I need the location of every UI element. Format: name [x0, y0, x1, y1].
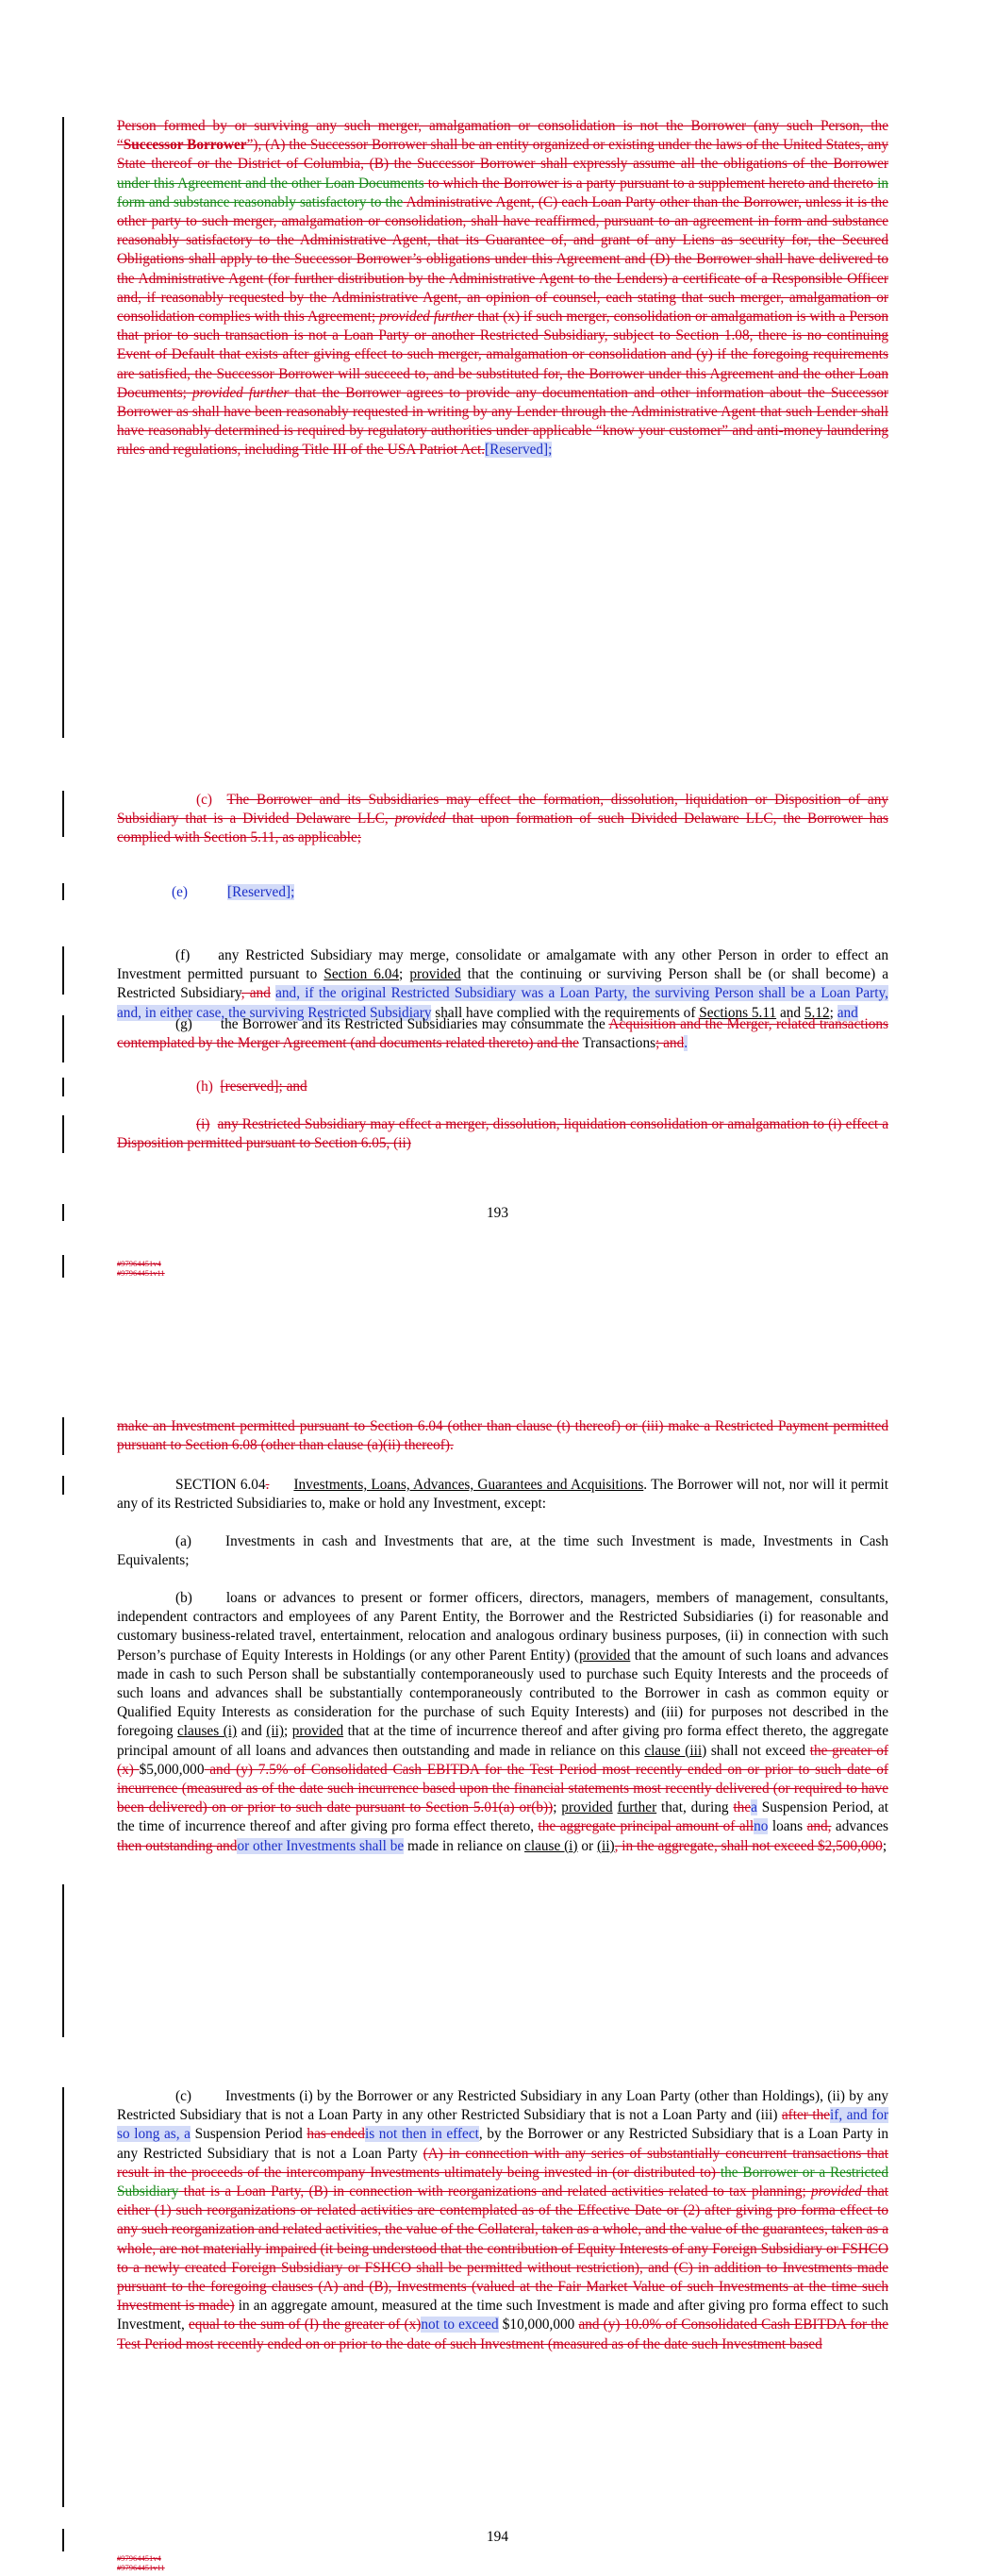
- body-text: that at the time of incurrence thereof and after giving pro forma effect thereto, the aggregate principal amount of all loans and advances then outstanding and made in reliance on this: [117, 1723, 889, 1759]
- section-reference: 5.12: [804, 1004, 830, 1021]
- deleted-text: Acquisition and the Merger, related transactions contemplated by the Merger Agreement (and documents related thereto) and the: [117, 1016, 888, 1052]
- deleted-text: has ended: [307, 2126, 365, 2143]
- paragraph-b: [117, 1589, 888, 1856]
- deleted-text: The Borrower and its Subsidiaries may effect the formation, dissolution, liquidation or Disposition of any Subsidiary that is a Divided Delaware LLC,: [117, 792, 888, 828]
- clause-label: (b): [175, 1590, 192, 1606]
- deleted-text: provided further: [379, 309, 474, 326]
- deleted-text: provided: [394, 811, 446, 828]
- deleted-text: ; and: [655, 1035, 685, 1052]
- body-text: made in reliance on: [404, 1837, 525, 1854]
- body-text: Investments (i) by the Borrower or any Restricted Subsidiary in any Loan Party (other than Holdings), (ii) by any Restricted Subsidiary that is not a Loan Party in any other Restricted Subsidiary that is not a Loan Party and (iii): [117, 2088, 888, 2124]
- paragraph-successor-borrower: [117, 117, 888, 460]
- deleted-text: and (y) 10.0% of Consolidated Cash EBITDA for the Test Period most recently ended on or prior to the date of such Investment (measured as of the date such Investment based: [117, 2317, 888, 2352]
- new-document-id: #97964451v11: [117, 1268, 165, 1278]
- clause-label: (h): [196, 1079, 213, 1095]
- deleted-defined-term: Successor Borrower: [123, 137, 247, 154]
- old-document-id: #97964451v4: [117, 1259, 161, 1268]
- change-bar: [62, 946, 64, 995]
- deleted-text: , in the aggregate, shall not exceed $2,500,000: [614, 1837, 883, 1854]
- paragraph-c-investments: [117, 2087, 888, 2354]
- body-text: ;: [882, 1837, 887, 1854]
- body-text: Investments in cash and Investments that are, at the time such Investment is made, Investments in Cash Equivalents;: [117, 1533, 888, 1569]
- change-bar: [62, 791, 64, 837]
- deleted-text: then outstanding and: [117, 1837, 238, 1854]
- deleted-text: and,: [806, 1818, 832, 1835]
- body-text: ;: [399, 966, 410, 983]
- change-bar: [62, 2087, 64, 2507]
- page-number: 193: [487, 1205, 508, 1221]
- body-text: in an aggregate amount, measured at the time such Investment is made and after giving pro forma effect to such Investment,: [117, 2298, 888, 2333]
- deleted-text: provided further: [192, 384, 290, 401]
- change-bar: [62, 117, 64, 738]
- body-text: any Restricted Subsidiary may merge, consolidate or amalgamate with any other Person in order to effect an Investment permitted pursuant to: [117, 947, 888, 983]
- change-bar: [62, 883, 64, 900]
- change-bar: [62, 1078, 64, 1096]
- page-number: 194: [487, 2529, 508, 2545]
- section-reference: Sections 5.11: [699, 1004, 777, 1021]
- section-title: Investments, Loans, Advances, Guarantees and Acquisitions: [293, 1477, 644, 1493]
- deleted-text: equal to the sum of (I) the greater of (x): [188, 2317, 422, 2333]
- deleted-text: that upon formation of such Divided Delaware LLC, the Borrower has complied with Section 5.11, as applicable;: [117, 811, 888, 846]
- deleted-text: [reserved]; and: [220, 1079, 307, 1095]
- change-bar: [62, 1015, 64, 1062]
- paragraph-continuation: [117, 1417, 888, 1455]
- change-bar: [62, 1115, 64, 1153]
- new-document-id: #97964451v11: [117, 2563, 165, 2572]
- moved-text: the Borrower or a Restricted Subsidiary: [117, 2164, 888, 2200]
- page-194: [0, 1312, 995, 2576]
- old-document-id: #97964451v4: [117, 2553, 161, 2563]
- paragraph-a: [117, 1532, 888, 1570]
- body-text: that the continuing or surviving Person shall be (or shall become) a Restricted Subsidiary: [117, 966, 888, 1002]
- inserted-text: not to exceed: [421, 2317, 499, 2333]
- deleted-text: Person formed by or surviving any such merger, amalgamation or consolidation is not the Borrower (any such Person, the “: [117, 118, 888, 154]
- section-6-04-heading: [117, 1476, 888, 1514]
- deleted-text: that is a Loan Party, (B) in connection with reorganizations and related activities related to tax planning;: [178, 2183, 811, 2200]
- clause-label: (e): [172, 884, 188, 900]
- deleted-text: that (x) if such merger, consolidation or amalgamation is with a Person that prior to such transaction is not a Loan Party or another Restricted Subsidiary, subject to Section 1.08, there is no continuing Event of Default that exists after giving effect to such merger, amalgamation or consolidation and (y) if the foregoing requirements are satisfied, the Successor Borrower will succeed to, and be substituted for, the Borrower under this Agreement and the other Loan Documents;: [117, 309, 888, 401]
- clause-reference: (ii): [266, 1723, 284, 1740]
- clause-reference: (ii): [596, 1837, 615, 1854]
- body-text: $5,000,000: [139, 1761, 205, 1778]
- deleted-text: ”), (A) the Successor Borrower shall be an entity organized or existing under the laws of the United States, any State thereof or the District of Columbia, (B) the Successor Borrower shall expressly assume all the obligations of the Borrower: [117, 137, 888, 173]
- paragraph-i: [117, 1115, 888, 1153]
- deleted-text: provided: [811, 2183, 862, 2200]
- deleted-text: .: [265, 1477, 270, 1493]
- body-text: Suspension Period: [190, 2126, 307, 2143]
- change-bar: [62, 1417, 64, 1455]
- deleted-text: (A) in connection with any series of substantially concurrent transactions that result in the proceeds of the intercompany Investments ultimately being invested in (or distributed to): [117, 2145, 888, 2181]
- moved-text: under this Agreement and the other Loan Documents: [117, 175, 424, 192]
- body-text: or: [577, 1837, 597, 1854]
- deleted-text: that the Borrower agrees to provide any documentation and other information about the Successor Borrower as shall have been reasonably requested in writing by any Lender through the Administrative Agent that such Lender shall have reasonably determined is required by regulatory authorities under applicable “know your customer” and anti-money laundering rules and regulations, including Title III of the USA Patriot Act.: [117, 384, 889, 459]
- body-text: . The Borrower will not, nor will it permit any of its Restricted Subsidiaries to, make or hold any Investment, except:: [117, 1477, 888, 1513]
- deleted-text: that either (1) such reorganizations or related activities are contemplated as of the Effective Date or (2) after giving pro forma effect to any such reorganization and related activities, the value of the Collateral, taken as a whole, and the value of the guarantees, taken as a whole, are not materially impaired (it being understood that the contribution of Equity Interests of any Foreign Subsidiary or FSHCO to a newly created Foreign Subsidiary or FSHCO shall be permitted without restriction), and (C) in addition to Investments made pursuant to the foregoing clauses (A) and (B), Investments (valued at the Fair Market Value of such Investments at the time such Investment is made): [117, 2183, 889, 2315]
- deleted-text: and (y) 7.5% of Consolidated Cash EBITDA for the Test Period most recently ended on or prior to such date of incurrence (measured as of the date such incurrence based upon the financial statements most recently delivered (or required to have been delivered) on or prior to such date pursuant to Section 5.01(a) or(b)): [117, 1761, 888, 1816]
- paragraph-h: [117, 1078, 888, 1096]
- clause-label: (f): [175, 947, 191, 963]
- section-reference: Section 6.04: [323, 966, 400, 983]
- inserted-text: and, if the original Restricted Subsidiary was a Loan Party, the surviving Person shall be a Loan Party, and, in either case, the surviving Restricted Subsidiary: [117, 985, 888, 1021]
- body-text: ;: [829, 1004, 837, 1021]
- inserted-text: if, and for so long as, a: [117, 2107, 888, 2143]
- body-text: Suspension Period, at the time of incurrence thereof and after giving pro forma effect thereto,: [117, 1799, 888, 1835]
- clause-reference: clause (iii): [644, 1742, 707, 1759]
- clause-label: (a): [175, 1533, 191, 1549]
- proviso-term: further: [617, 1799, 657, 1816]
- deleted-text: any Restricted Subsidiary may effect a merger, dissolution, liquidation consolidation or amalgamation to (i) effect a Disposition permitted pursuant to Section 6.05, (ii): [117, 1116, 888, 1152]
- body-text: loans or advances to present or former officers, directors, managers, members of management, consultants, independent contractors and employees of any Parent Entity, the Borrower and the Restricted Subsidiaries (i) for reasonable and customary business-related travel, entertainment, relocation and analogous ordinary business purposes, (ii) in connection with such Person’s purchase of Equity Interests in Holdings (or any other Parent Entity) (: [117, 1590, 888, 1664]
- deleted-text: the aggregate principal amount of all: [538, 1818, 755, 1835]
- body-text: and: [237, 1723, 267, 1740]
- body-text: , by the Borrower or any Restricted Subsidiary that is a Loan Party in any Restricted Subsidiary that is not a Loan Party: [117, 2126, 888, 2162]
- body-text: $10,000,000: [498, 2317, 579, 2333]
- proviso-term: provided: [578, 1647, 631, 1664]
- body-text: Transactions: [578, 1035, 656, 1052]
- body-text: and: [776, 1004, 804, 1021]
- clause-reference: clauses (i): [177, 1723, 238, 1740]
- body-text: ;: [553, 1799, 562, 1816]
- body-text: loans: [768, 1818, 807, 1835]
- moved-text: in form and substance reasonably satisfactory to the: [117, 175, 888, 210]
- body-text: that the amount of such loans and advances made in cash to such Person shall be substantially contemporaneously used to purchase such Equity Interests and the proceeds of such loans and advances shall be substantially contemporaneously contributed to the Borrower in cash as common equity or Qualified Equity Interests as consideration for the purchase of such Equity Interests) and (iii) for purposes not described in the foregoing: [117, 1647, 888, 1740]
- deleted-text: to which the Borrower is a party pursuant to a supplement hereto and thereto: [423, 175, 878, 192]
- proviso-term: provided: [291, 1723, 344, 1740]
- inserted-text: .: [684, 1035, 688, 1052]
- section-number: SECTION 6.04: [175, 1477, 266, 1493]
- clause-reference: clause (i): [524, 1837, 578, 1854]
- proviso-term: provided: [409, 966, 461, 983]
- clause-label: (c): [175, 2088, 191, 2104]
- paragraph-c: [117, 791, 888, 848]
- inserted-text: is not then in effect: [364, 2126, 479, 2143]
- paragraph-g: [117, 1015, 888, 1053]
- inserted-text: [Reserved];: [226, 884, 295, 900]
- clause-label: (g): [175, 1016, 192, 1032]
- inserted-text: [Reserved];: [485, 442, 553, 459]
- inserted-text: a: [751, 1799, 757, 1816]
- inserted-text: or other Investments shall be: [237, 1837, 405, 1854]
- deleted-text: Administrative Agent, (C) each Loan Party other than the Borrower, unless it is the other party to such merger, amalgamation or consolidation, shall have reaffirmed, pursuant to an agreement in form and substance reasonably satisfactory to the Administrative Agent, that its Guarantee of, and grant of any Liens as security for, the Secured Obligations shall apply to the Successor Borrower’s obligations under this Agreement and (D) the Borrower shall have delivered to the Administrative Agent (for further distribution by the Administrative Agent to the Lenders) a certificate of a Responsible Officer and, if reasonably requested by the Administrative Agent, an opinion of counsel, each stating that such merger, amalgamation or consolidation complies with this Agreement;: [117, 193, 888, 326]
- deleted-text: the greater of (x): [117, 1742, 888, 1778]
- paragraph-f: [117, 946, 888, 1023]
- body-text: shall not exceed: [706, 1742, 810, 1759]
- paragraph-e: [117, 883, 888, 902]
- deleted-text: the: [733, 1799, 752, 1816]
- body-text: ;: [283, 1723, 292, 1740]
- inserted-text: no: [754, 1818, 769, 1835]
- change-bar: [62, 1476, 64, 1495]
- proviso-term: provided: [561, 1799, 613, 1816]
- change-bar: [62, 1884, 64, 2037]
- body-text: the Borrower and its Restricted Subsidiaries may consummate the: [220, 1016, 609, 1032]
- clause-label: (i): [196, 1116, 210, 1132]
- deleted-text: make an Investment permitted pursuant to Section 6.04 (other than clause (t) thereof) or (iii) make a Restricted Payment permitted pursuant to Section 6.08 (other than clause (a)(ii) thereof).: [117, 1418, 888, 1454]
- body-text: shall have complied with the requirements of: [431, 1004, 700, 1021]
- deleted-text: after the: [781, 2107, 831, 2124]
- deleted-text: , and: [240, 985, 271, 1002]
- body-text: that, during: [656, 1799, 734, 1816]
- body-text: advances: [831, 1818, 888, 1835]
- document-id: [117, 1259, 165, 1278]
- clause-label: (c): [196, 792, 212, 808]
- document-id: [117, 2553, 165, 2572]
- inserted-text: and: [837, 1004, 858, 1021]
- change-bar: [62, 1255, 64, 1278]
